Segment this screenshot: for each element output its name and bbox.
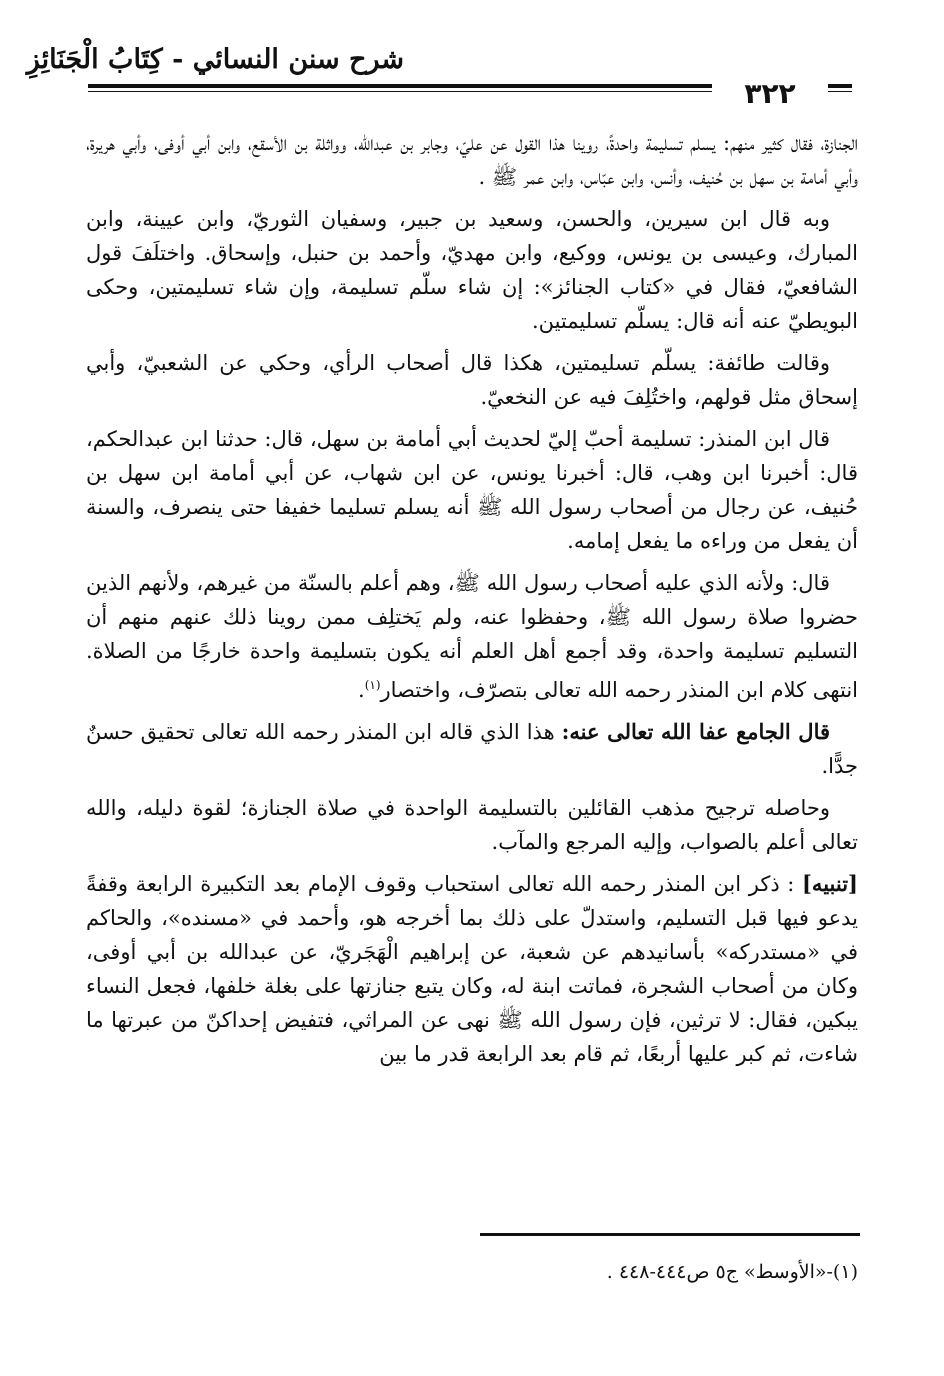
notice-lead: [تنبيه] bbox=[802, 871, 858, 896]
paragraph-5 bbox=[86, 566, 858, 707]
paragraph-4: قال ابن المنذر: تسليمة أحبّ إليّ لحديث أبي أمامة بن سهل، قال: حدثنا ابن عبدالحكم، قال: أخبرنا ابن وهب، قال: أخبرنا يونس، عن ابن شهاب، عن أبي أمامة ابن سهل بن حُنيف، عن رجال من أصحاب رسول الله ﷺ أنه يسلم تسليما خفيفا حتى ينصرف، والسنة أن يفعل من وراءه ما يفعل إمامه. bbox=[86, 427, 858, 553]
footnote: (١)-«الأوسط» ج٥ ص٤٤٤-٤٤٨ . bbox=[606, 1261, 858, 1283]
page-number: ٣٢٢ bbox=[712, 78, 828, 112]
footnote-reference[interactable]: (١) bbox=[364, 678, 381, 692]
notice-text: : ذكر ابن المنذر رحمه الله تعالى استحباب وقوف الإمام بعد التكبيرة الرابعة وقفةً يدعو فيها قبل التسليم، واستدلّ على ذلك بما أخرجه هو، وأحمد في «مسنده»، والحاكم في «مستدركه» بأسانيدهم عن شعبة، عن إبراهيم الْهَجَريّ، عن عبدالله بن أبي أوفى، وكان من أصحاب الشجرة، فماتت ابنة له، وكان يتبع جنازتها على بغلة خلفها، فجعل النساء يبكين، فقال: لا ترثين، فإن رسول الله ﷺ نهى عن المراثي، فتفيض إحداكنّ من عبرتها ما شاءت، ثم كبر عليها أربعًا، ثم قام بعد الرابعة قدر ما بين bbox=[86, 872, 858, 1066]
main-text bbox=[86, 126, 858, 1079]
running-header-title: شرح سنن النسائي - كِتَابُ الْجَنَائِزِ bbox=[26, 44, 404, 75]
paragraph-1: الجنازة، فقال كثير منهم: يسلم تسليمة واحدةً، روينا هذا القول عن عليّ، وجابر بن عبدالله، وواثلة بن الأسقع، وابن أبي أوفى، وأبي هريرة، وأبي أمامة بن سهل بن حُنيف، وأنس، وابن عبّاس، وابن عمر ﷺ . bbox=[86, 131, 858, 189]
paragraph-3: وقالت طائفة: يسلّم تسليمتين، هكذا قال أصحاب الرأي، وحكي عن الشعبيّ، وأبي إسحاق مثل قولهم، واختُلِفَ فيه عن النخعيّ. bbox=[86, 351, 858, 409]
paragraph-2: وبه قال ابن سيرين، والحسن، وسعيد بن جبير، وسفيان الثوريّ، وابن عيينة، وابن المبارك، وعيسى بن يونس، ووكيع، وابن مهديّ، وأحمد بن حنبل، وإسحاق. واختلَفَ قول الشافعيّ، فقال في «كتاب الجنائز»: إن شاء سلّم تسليمة، وإن شاء تسليمتين، وحكى البويطيّ عنه أنه قال: يسلّم تسليمتين. bbox=[86, 207, 858, 333]
paragraph-8 bbox=[86, 867, 858, 1071]
paragraph-5-text: قال: ولأنه الذي عليه أصحاب رسول الله ﷺ، وهم أعلم بالسنّة من غيرهم، ولأنهم الذين حضروا صلاة رسول الله ﷺ، وحفظوا عنه، ولم يَختلِف ممن روينا ذلك عنهم منهم أن التسليم تسليمة واحدة، وقد أجمع أهل العلم أنه يكون بتسليمة واحدة خارجًا من الصلاة. انتهى كلام ابن المنذر رحمه الله تعالى بتصرّف، واختصار bbox=[86, 571, 858, 702]
compiler-note-lead: قال الجامع عفا الله تعالى عنه: bbox=[561, 719, 831, 744]
paragraph-6 bbox=[86, 715, 858, 783]
paragraph-5-end: . bbox=[358, 678, 365, 702]
paragraph-7: وحاصله ترجيح مذهب القائلين بالتسليمة الواحدة في صلاة الجنازة؛ لقوة دليله، والله تعالى أعلم بالصواب، وإليه المرجع والمآب. bbox=[86, 796, 858, 854]
footnote-divider bbox=[480, 1233, 860, 1236]
compiler-note-text: هذا الذي قاله ابن المنذر رحمه الله تعالى تحقيق حسنٌ جدًّا. bbox=[86, 720, 858, 778]
